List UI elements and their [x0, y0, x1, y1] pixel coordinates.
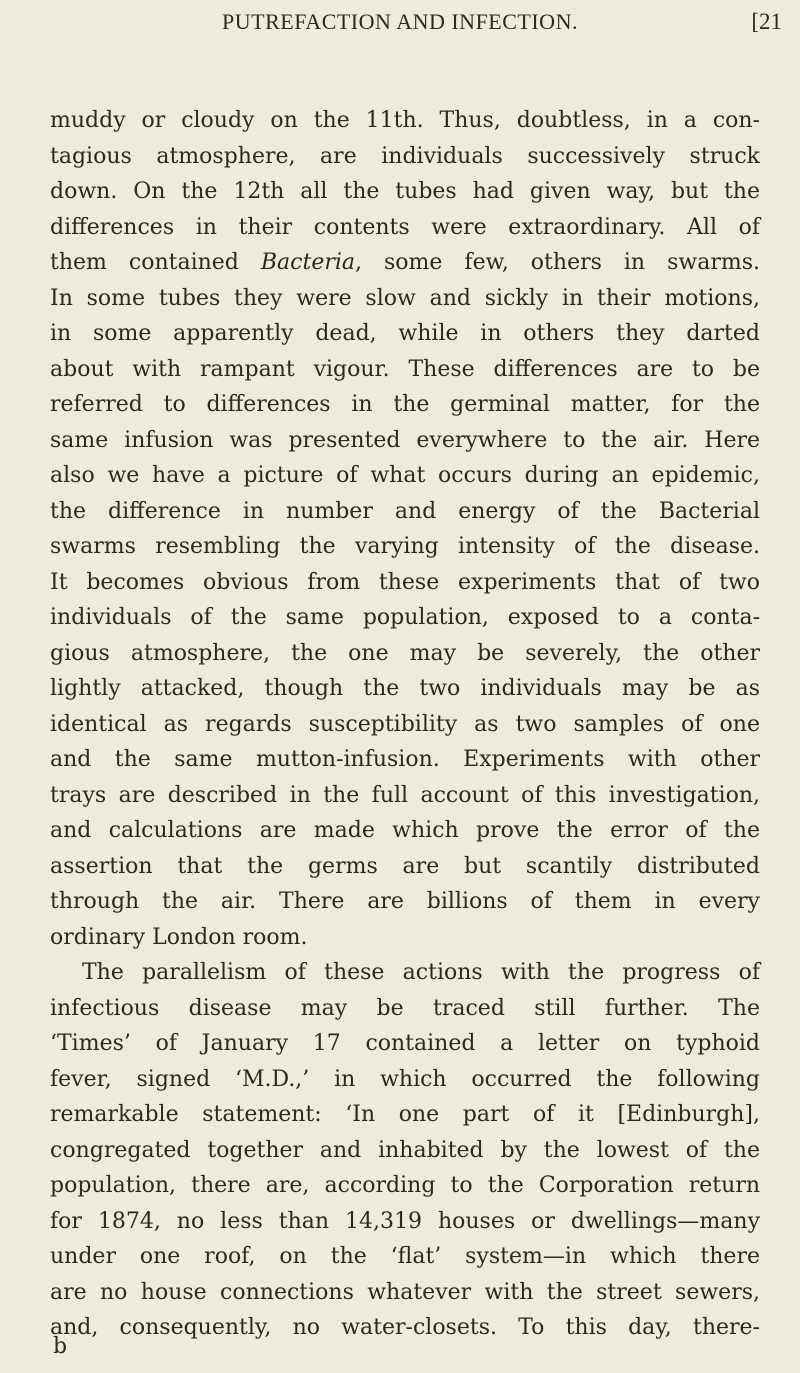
- text-line: under one roof, on the ‘flat’ system—in which there: [50, 1244, 760, 1269]
- text-line: muddy or cloudy on the 11th. Thus, doubtless, in a con-: [50, 108, 760, 133]
- paragraph-start-line: The parallelism of these actions with the progress of: [82, 960, 760, 985]
- signature-mark: b: [53, 1334, 68, 1359]
- running-title: PUTREFACTION AND INFECTION.: [222, 9, 578, 34]
- text-line: and calculations are made which prove the error of the: [50, 818, 760, 843]
- italic-term: Bacteria: [260, 250, 356, 275]
- text-line: infectious disease may be traced still further. The: [50, 995, 760, 1021]
- text-line: in some apparently dead, while in others they darted: [50, 321, 760, 346]
- text-line: also we have a picture of what occurs during an epidemic,: [50, 463, 760, 488]
- text-segment: , some few, others in swarms.: [355, 250, 760, 275]
- text-line: and the same mutton-infusion. Experiments with other: [50, 747, 760, 772]
- text-line: trays are described in the full account of this investigation,: [50, 782, 760, 808]
- text-line: lightly attacked, though the two individuals may be as: [50, 676, 760, 701]
- text-line: congregated together and inhabited by the lowest of the: [50, 1137, 760, 1163]
- text-line: fever, signed ‘M.D.,’ in which occurred the following: [50, 1066, 760, 1092]
- paragraph-end-line: ordinary London room.: [50, 924, 308, 950]
- text-line: gious atmosphere, the one may be severely, the other: [50, 640, 760, 666]
- text-line: same infusion was presented everywhere to the air. Here: [50, 427, 760, 453]
- text-line: are no house connections whatever with the street sewers,: [50, 1279, 760, 1305]
- text-line: individuals of the same population, exposed to a conta-: [50, 605, 760, 630]
- text-line: differences in their contents were extraordinary. All of: [50, 214, 760, 240]
- running-head: [0, 9, 800, 39]
- text-line: referred to differences in the germinal matter, for the: [50, 392, 760, 417]
- text-line: assertion that the germs are but scantily distributed: [50, 853, 760, 879]
- text-line: swarms resembling the varying intensity of the disease.: [50, 534, 760, 559]
- text-line: for 1874, no less than 14,319 houses or dwellings—many: [50, 1208, 760, 1234]
- body-text: [50, 103, 760, 1346]
- text-line: the difference in number and energy of the Bacterial: [50, 498, 760, 524]
- text-line: remarkable statement: ‘In one part of it [Edinburgh],: [50, 1102, 760, 1127]
- text-line: identical as regards susceptibility as two samples of one: [50, 711, 760, 737]
- text-segment: them contained: [50, 250, 261, 275]
- text-line: down. On the 12th all the tubes had given way, but the: [50, 179, 760, 204]
- text-line: tagious atmosphere, are individuals successively struck: [50, 143, 760, 169]
- text-line: through the air. There are billions of them in every: [50, 889, 760, 914]
- text-line: [50, 245, 760, 281]
- text-line: about with rampant vigour. These differences are to be: [50, 356, 760, 382]
- text-line: population, there are, according to the Corporation return: [50, 1173, 760, 1198]
- page-number: [21: [751, 9, 782, 34]
- text-line: In some tubes they were slow and sickly in their motions,: [50, 285, 760, 311]
- text-line: and, consequently, no water-closets. To this day, there-: [50, 1315, 760, 1340]
- text-line: It becomes obvious from these experiments that of two: [50, 569, 760, 595]
- text-line: ‘Times’ of January 17 contained a letter on typhoid: [50, 1031, 760, 1056]
